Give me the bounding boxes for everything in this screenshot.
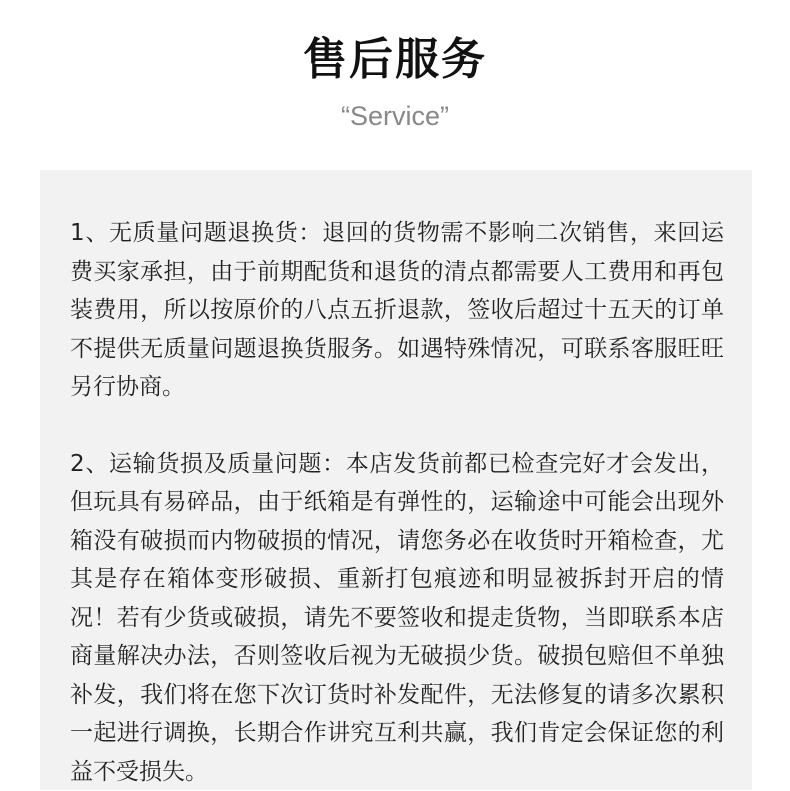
page-title: 售后服务 (0, 30, 790, 90)
page-subtitle: “Service” (0, 98, 790, 134)
policy-paragraph-shipping-damage: 2、运输货损及质量问题：本店发货前都已检查完好才会发出，但玩具有易碎品，由于纸箱是有弹性的，运输途中可能会出现外箱没有破损而内物破损的情况，请您务必在收货时开箱检查，尤其是存在箱体变形破损、重新打包痕迹和明显被拆封开启的情况！若有少货或破损，请先不要签收和提走货物，当即联系本店商量解决办法，否则签收后视为无破损少货。破损包赔但不单独补发，我们将在您下次订货时补发配件，无法修复的请多次累积一起进行调换，长期合作讲究互利共赢，我们肯定会保证您的利益不受损失。 (70, 445, 724, 791)
service-policy-panel (40, 170, 752, 790)
policy-paragraph-returns: 1、无质量问题退换货：退回的货物需不影响二次销售，来回运费买家承担，由于前期配货和退货的清点都需要人工费用和再包装费用，所以按原价的八点五折退款，签收后超过十五天的订单不提供无质量问题退换货服务。如遇特殊情况，可联系客服旺旺另行协商。 (70, 214, 724, 407)
